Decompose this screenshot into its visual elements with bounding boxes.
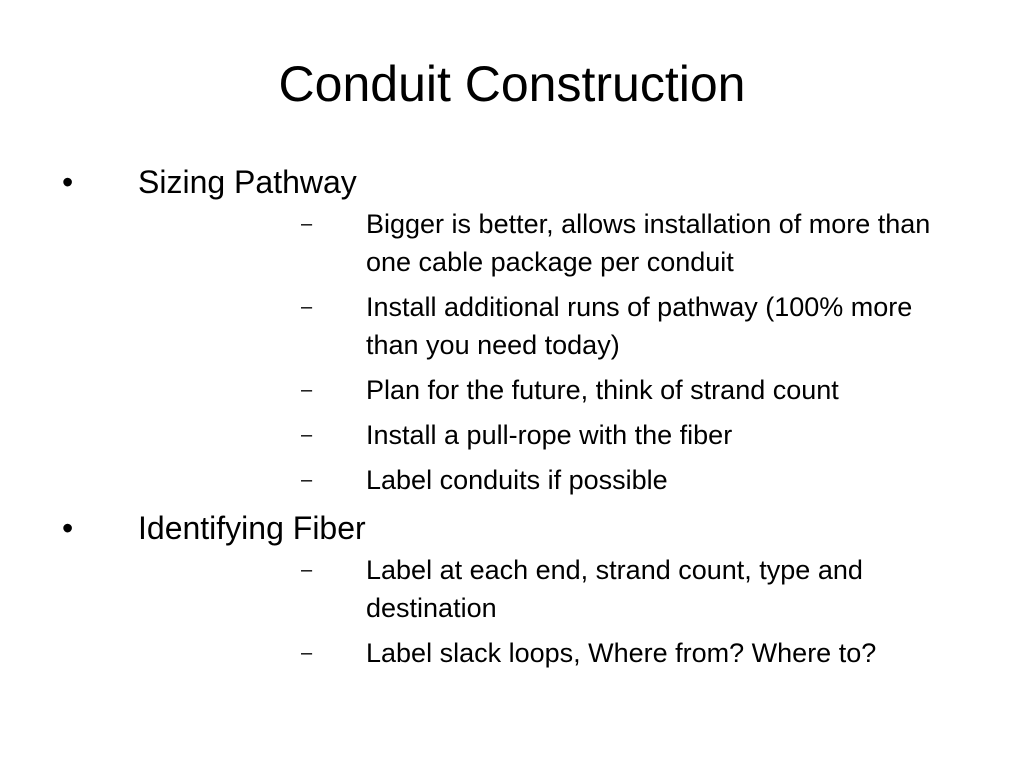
sub-bullet-item <box>138 205 1024 281</box>
sub-bullet-text: Label at each end, strand count, type and destination <box>366 555 863 623</box>
sub-bullet-text: Label slack loops, Where from? Where to? <box>366 638 877 668</box>
dash-marker: – <box>301 642 313 664</box>
sub-bullet-list <box>138 205 1024 499</box>
sub-bullet-text: Label conduits if possible <box>366 465 668 495</box>
slide-title: Conduit Construction <box>278 56 746 112</box>
bullet-text: Sizing Pathway <box>138 164 357 200</box>
bullet-sizing-pathway <box>0 160 1024 499</box>
dash-marker: – <box>301 296 313 318</box>
sub-bullet-text: Install additional runs of pathway (100% more than you need today) <box>366 292 913 360</box>
sub-bullet-text: Install a pull-rope with the fiber <box>366 420 733 450</box>
bullet-list <box>0 160 1024 679</box>
sub-bullet-item <box>138 416 1024 454</box>
bullet-marker: • <box>62 510 74 546</box>
sub-bullet-text: Bigger is better, allows installation of more than one cable package per conduit <box>366 209 931 277</box>
dash-marker: – <box>301 424 313 446</box>
dash-marker: – <box>301 379 313 401</box>
sub-bullet-item <box>138 551 1024 627</box>
bullet-marker: • <box>62 164 74 200</box>
sub-bullet-text: Plan for the future, think of strand count <box>366 375 839 405</box>
sub-bullet-item <box>138 371 1024 409</box>
bullet-identifying-fiber <box>0 506 1024 672</box>
sub-bullet-list <box>138 551 1024 672</box>
dash-marker: – <box>301 213 313 235</box>
dash-marker: – <box>301 469 313 491</box>
sub-bullet-item <box>138 461 1024 499</box>
sub-bullet-item <box>138 288 1024 364</box>
sub-bullet-item <box>138 634 1024 672</box>
bullet-text: Identifying Fiber <box>138 510 366 546</box>
dash-marker: – <box>301 559 313 581</box>
